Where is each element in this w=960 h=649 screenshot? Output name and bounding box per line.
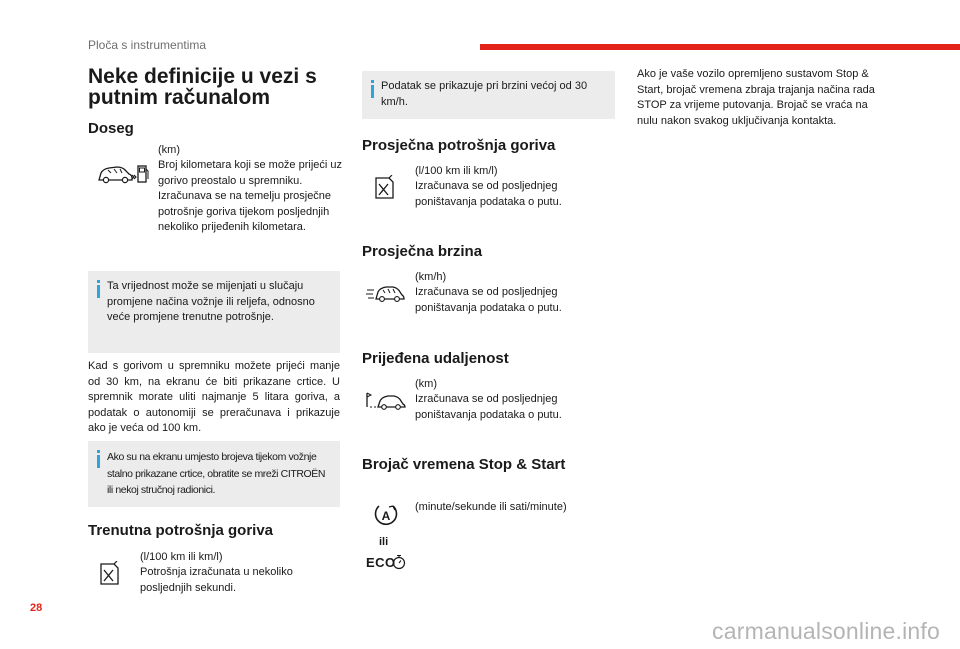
note-3-text: Podatak se prikazuje pri brzini većoj od 30 km/h. bbox=[381, 80, 588, 108]
prosjecna-potrosnja-description: Izračunava se od posljednjeg poništavanja podataka o putu. bbox=[415, 180, 562, 208]
note-box-3 bbox=[362, 71, 615, 119]
note-2-text: Ako su na ekranu umjesto brojeva tijekom vožnje stalno prikazane crtice, obratite se mreži CITROËN ili nekoj stručnoj radionici. bbox=[107, 451, 326, 496]
page-number: 28 bbox=[30, 602, 43, 614]
note-box-2 bbox=[88, 441, 340, 507]
prijedena-unit: (km) bbox=[415, 378, 437, 390]
stop-start-unit: (minute/sekunde ili sati/minute) bbox=[415, 501, 567, 513]
doseg-unit: (km) bbox=[158, 144, 180, 156]
col3-paragraph: Ako je vaše vozilo opremljeno sustavom Stop & Start, brojač vremena zbraja trajanja načina rada STOP za vrijeme putovanja. Brojač se vraća na nulu nakon svakog uključivanja kontakta. bbox=[637, 68, 875, 127]
stop-start-icon bbox=[373, 502, 399, 528]
doseg-description: Broj kilometara koji se može prijeći uz gorivo preostalo u spremniku. Izračunava se na temelju prosječne potrošnje goriva tijekom posljednjih nekoliko prijeđenih kilometara. bbox=[158, 159, 343, 234]
prosjecna-brzina-description: Izračunava se od posljednjeg poništavanja podataka o putu. bbox=[415, 286, 562, 314]
watermark: carmanualsonline.info bbox=[712, 618, 940, 644]
info-marker-icon bbox=[97, 280, 99, 298]
section-title-prosjecna-brzina: Prosječna brzina bbox=[362, 243, 483, 260]
trenutna-description: Potrošnja izračunata u nekoliko posljednjih sekundi. bbox=[140, 566, 293, 594]
fuel-pump-icon bbox=[373, 175, 397, 201]
speed-car-icon bbox=[366, 283, 406, 303]
section-title-prijedena: Prijeđena udaljenost bbox=[362, 350, 509, 367]
svg-text:A: A bbox=[381, 509, 391, 523]
prijedena-description: Izračunava se od posljednjeg poništavanja podataka o putu. bbox=[415, 393, 562, 421]
trenutna-unit: (l/100 km ili km/l) bbox=[140, 551, 223, 563]
range-icon bbox=[97, 161, 149, 187]
page-header-title: Ploča s instrumentima bbox=[88, 38, 207, 52]
eco-label: ECO bbox=[366, 555, 396, 570]
info-marker-icon bbox=[97, 450, 99, 468]
section-title-doseg: Doseg bbox=[88, 120, 134, 137]
section-title-trenutna: Trenutna potrošnja goriva bbox=[88, 522, 274, 539]
ili-label: ili bbox=[379, 536, 389, 548]
note-box-1 bbox=[88, 271, 340, 353]
prosjecna-potrosnja-unit: (l/100 km ili km/l) bbox=[415, 165, 498, 177]
stopwatch-icon bbox=[392, 554, 406, 570]
paragraph-1: Kad s gorivom u spremniku možete prijeći manje od 30 km, na ekranu će biti prikazane crtice. U spremnik morate uliti najmanje 5 litara goriva, a podatak o autonomiji se preračunava i prikazuje ako je veća od 100 km. bbox=[88, 360, 340, 435]
info-marker-icon bbox=[371, 80, 373, 98]
distance-car-icon bbox=[364, 391, 406, 411]
prosjecna-brzina-unit: (km/h) bbox=[415, 271, 447, 283]
main-title: Neke definicije u vezi s putnim računalom bbox=[88, 65, 317, 109]
section-title-stop-start: Brojač vremena Stop & Start bbox=[362, 456, 566, 473]
header-accent-bar bbox=[480, 44, 960, 50]
note-1-text: Ta vrijednost može se mijenjati u slučaju promjene načina vožnje ili reljefa, odnosno veće promjene trenutne potrošnje. bbox=[107, 280, 315, 324]
fuel-pump-icon bbox=[98, 561, 122, 587]
section-title-prosjecna-potrosnja: Prosječna potrošnja goriva bbox=[362, 137, 556, 154]
